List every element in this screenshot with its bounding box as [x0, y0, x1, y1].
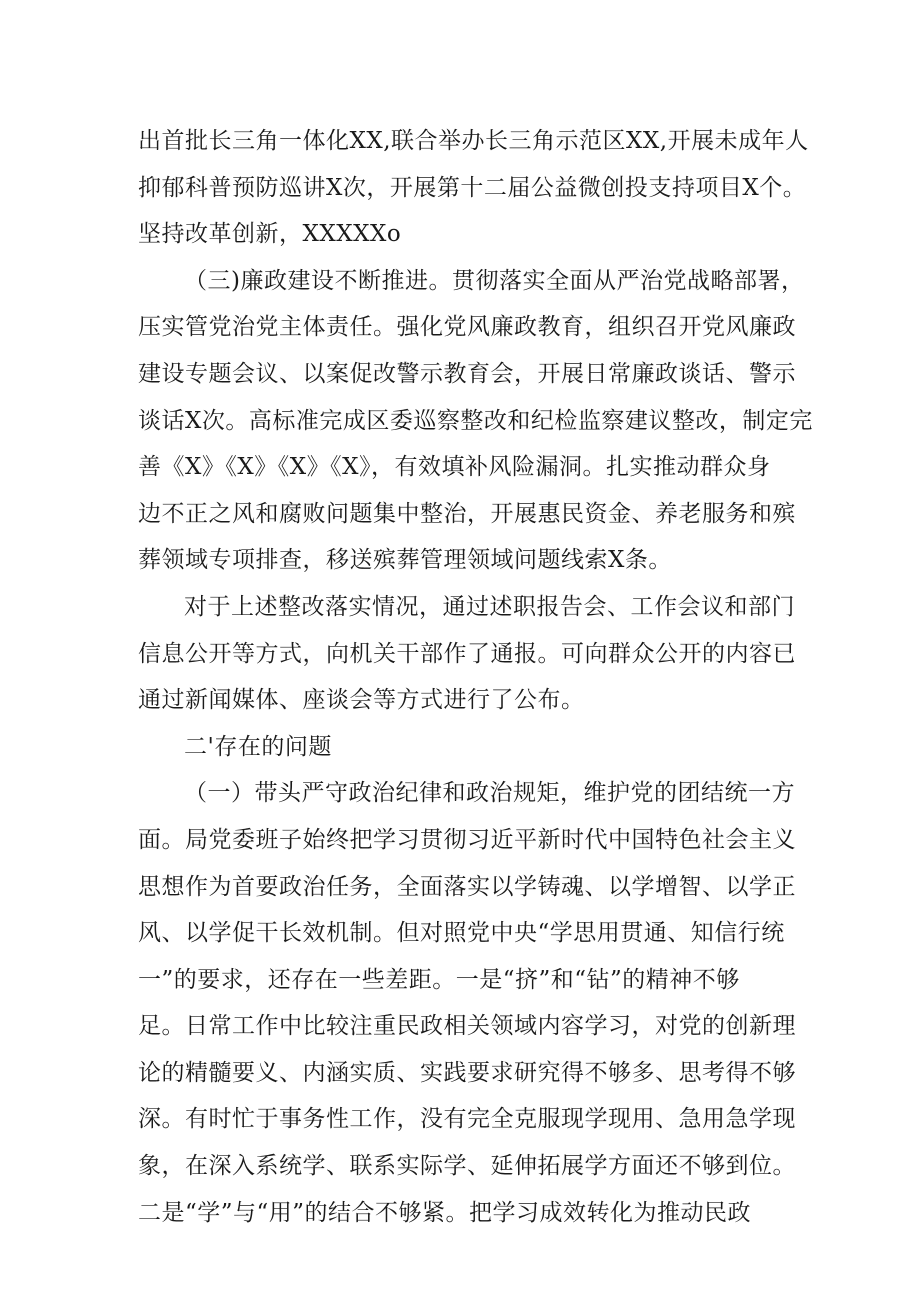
text-line: （一）带头严守政治纪律和政治规矩，维护党的团结统一方 [184, 780, 795, 807]
text-line: 风、以学促干长效机制。但对照党中央“学思用贯通、知信行统 [138, 920, 785, 947]
text-line: 建设专题会议、以案促改警示教育会，开展日常廉政谈话、警示 [138, 360, 796, 387]
text-line: 压实管党治党主体责任。强化党风廉政教育，组织召开党风廉政 [138, 314, 796, 341]
paragraph-p2-integrity-building [138, 258, 813, 584]
text-line: 对于上述整改落实情况，通过述职报告会、工作会议和部门 [184, 593, 795, 620]
paragraph-p1-continuation [138, 118, 809, 258]
text-line: （三)廉政建设不断推进。贯彻落实全面从严治党战略部署， [184, 267, 805, 294]
text-line: 葬领域专项排查，移送殡葬管理领域问题线索X条。 [138, 547, 672, 574]
text-line: 信息公开等方式，向机关干部作了通报。可向群众公开的内容已 [138, 640, 796, 667]
text-line: 二是“学”与“用”的结合不够紧。把学习成效转化为推动民政 [138, 1199, 752, 1226]
text-line: 面。局党委班子始终把学习贯彻习近平新时代中国特色社会主义 [138, 826, 796, 853]
text-line: 通过新闻媒体、座谈会等方式进行了公布。 [138, 687, 585, 714]
text-line: 象，在深入系统学、联系实际学、延伸拓展学方面还不够到位。 [138, 1153, 796, 1180]
text-line: 抑郁科普预防巡讲X次，开展第十二届公益微创投支持项目X个。 [138, 174, 807, 201]
text-line: 坚持改革创新，XXXXXo [138, 221, 402, 248]
text-line: 善《X》《X》《X》《X》，有效填补风险漏洞。扎实推动群众身 [138, 454, 771, 481]
text-line: 论的精髓要义、内涵实质、实践要求研究得不够多、思考得不够 [138, 1059, 796, 1086]
text-line: 思想作为首要政治任务，全面落实以学铸魂、以学增智、以学正 [138, 873, 796, 900]
text-line: 一”的要求，还存在一些差距。一是“挤”和“钻”的精神不够 [138, 966, 740, 993]
text-line: 谈话X次。高标准完成区委巡察整改和纪检监察建议整改，制定完 [138, 407, 813, 434]
text-line: 足。日常工作中比较注重民政相关领域内容学习，对党的创新理 [138, 1013, 796, 1040]
text-line: 深。有时忙于事务性工作，没有完全克服现学现用、急用急学现 [138, 1106, 796, 1133]
text-line: 边不正之风和腐败问题集中整治，开展惠民资金、养老服务和殡 [138, 500, 796, 527]
text-line: 出首批长三角一体化XX,联合举办长三角示范区XX,开展未成年人 [138, 128, 809, 154]
paragraph-p4-section-heading [138, 724, 788, 771]
document-body [138, 118, 813, 1236]
paragraph-p5-problems [138, 770, 796, 1236]
paragraph-p3-disclosure [138, 584, 796, 724]
text-line: 二'存在的问题 [184, 733, 332, 760]
